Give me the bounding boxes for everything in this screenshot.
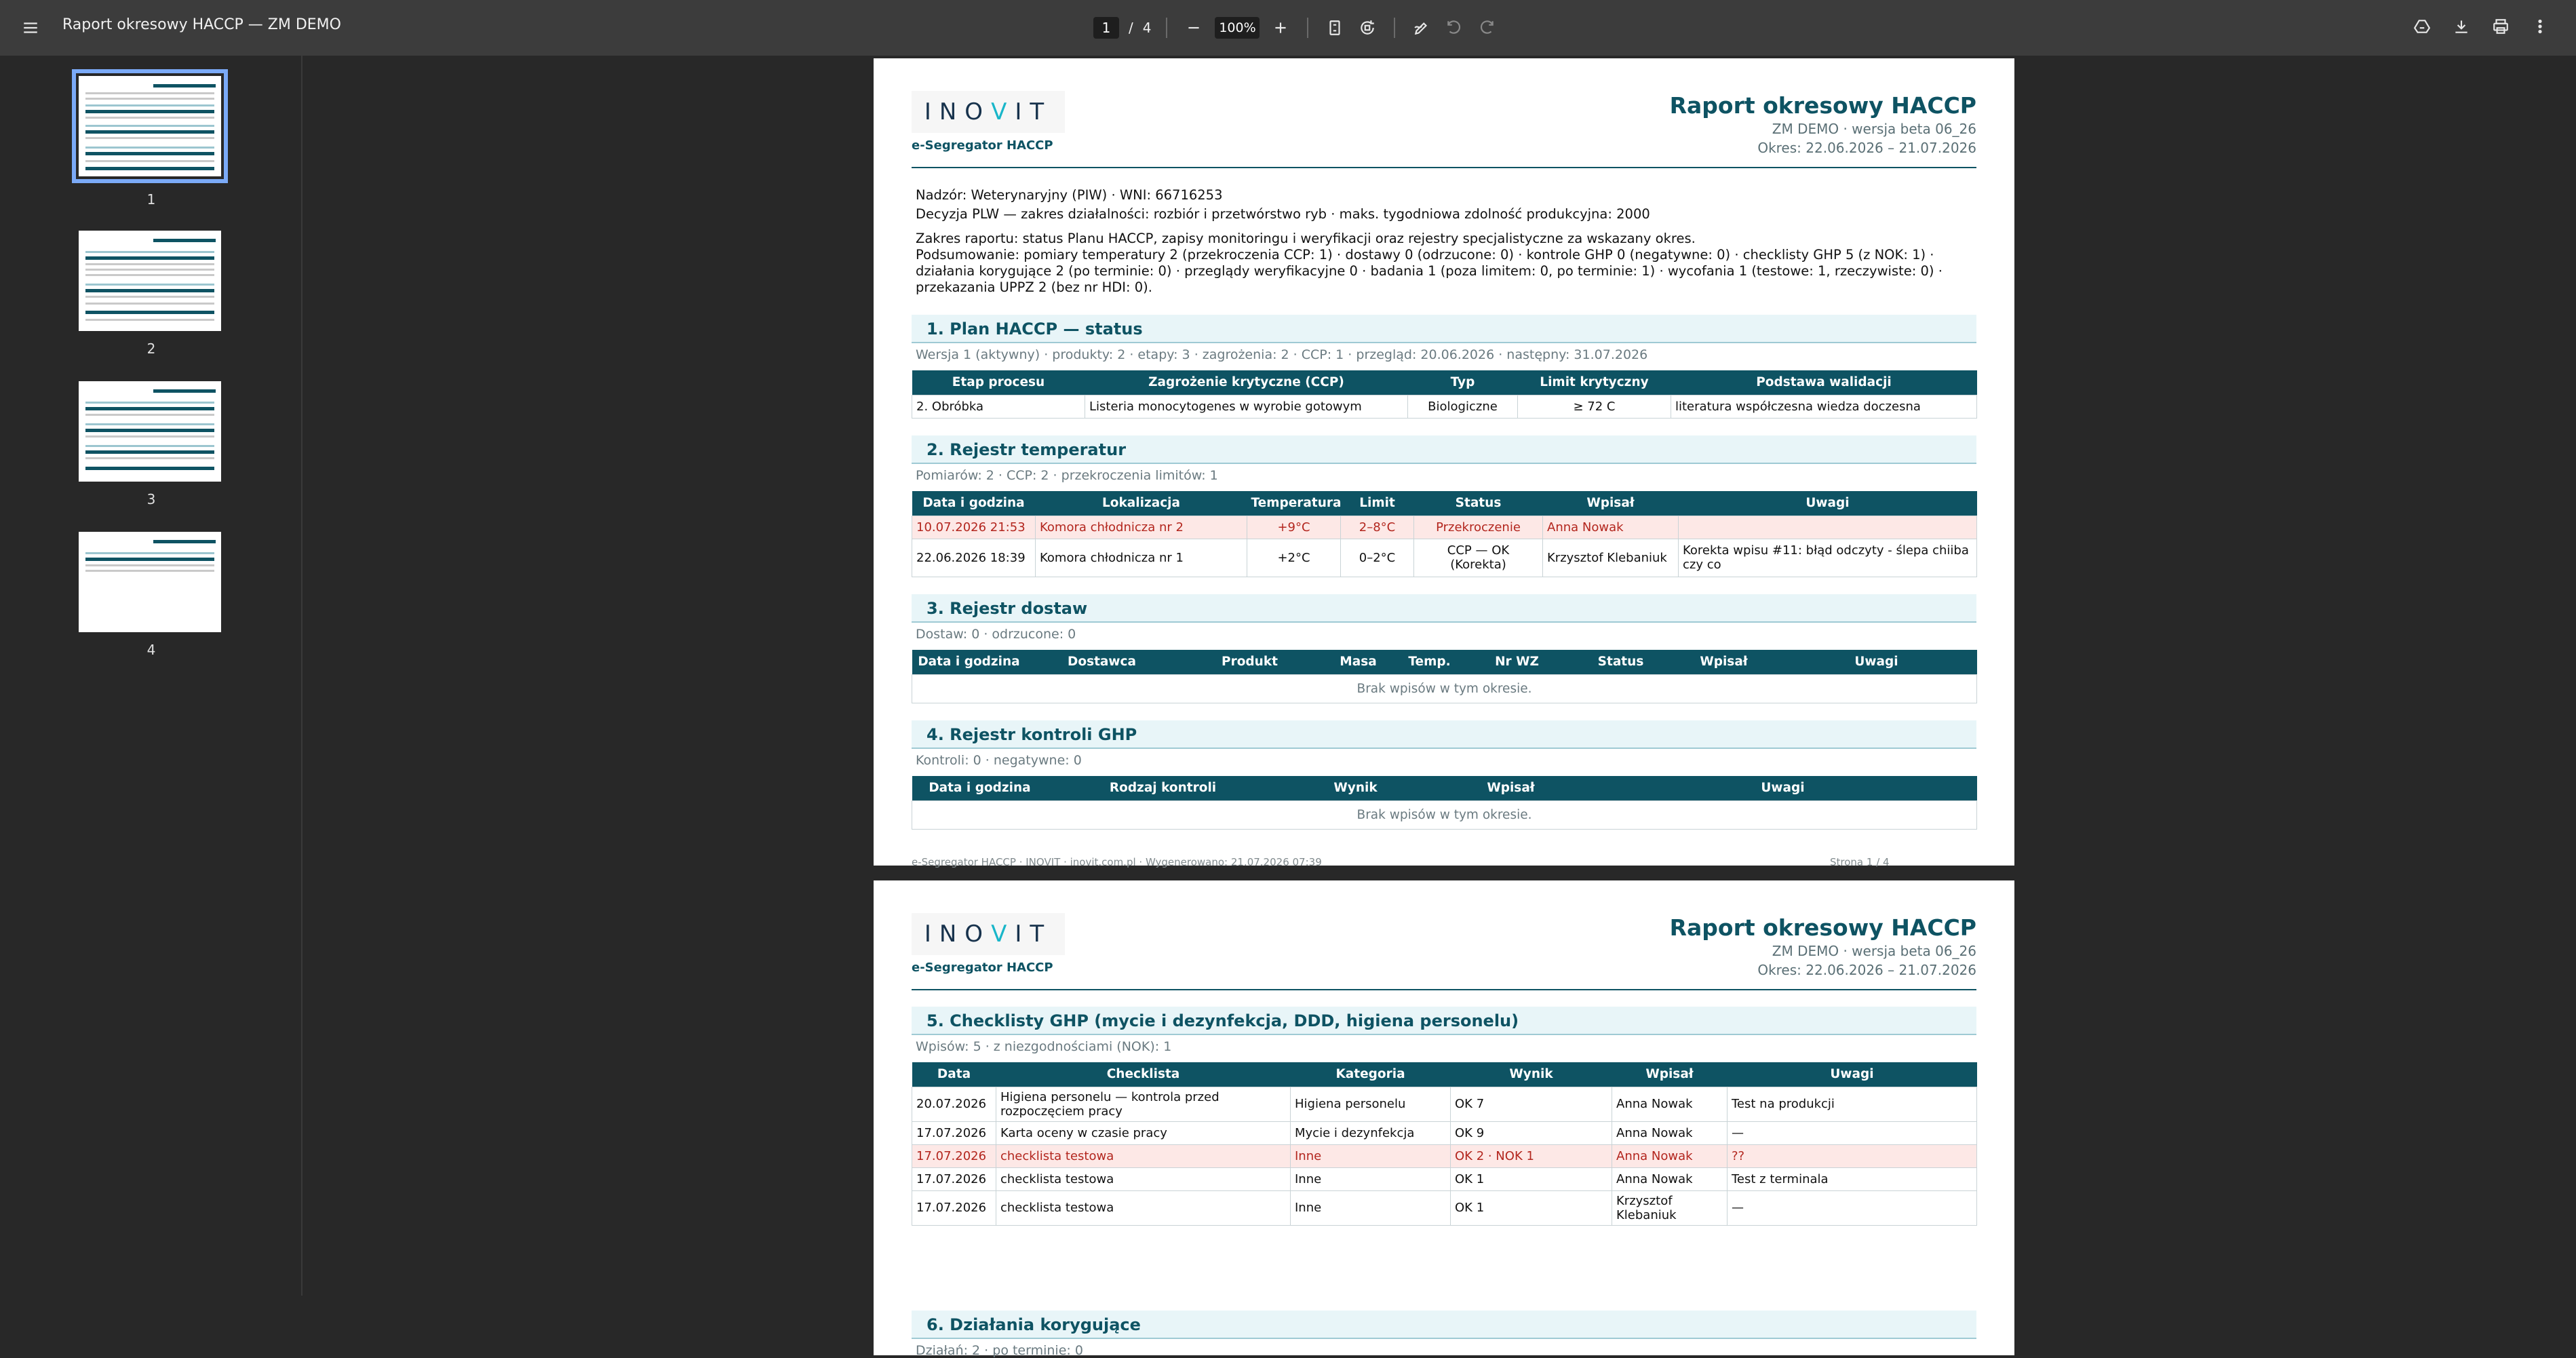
- section-subtitle: Dostaw: 0 · odrzucone: 0: [916, 627, 1076, 642]
- section-header: 3. Rejestr dostaw: [912, 594, 1976, 623]
- section-header: 1. Plan HACCP — status: [912, 315, 1976, 343]
- column-header: Checklista: [996, 1062, 1291, 1087]
- toolbar-controls: [1093, 12, 1498, 43]
- column-header: Uwagi: [1728, 1062, 1977, 1087]
- table-row: 20.07.2026 Higiena personelu — kontrola przed rozpoczęciem pracy Higiena personelu OK 7 Anna Nowak Test na produkcji: [912, 1087, 1977, 1121]
- toolbar-actions: [2411, 15, 2552, 38]
- report-scope: Zakres raportu: status Planu HACCP, zapisy monitoringu i weryfikacji oraz rejestry specjalistyczne za wskazany okres.: [916, 231, 1696, 246]
- section-subtitle: Pomiarów: 2 · CCP: 2 · przekroczenia limitów: 1: [916, 468, 1218, 483]
- redo-icon[interactable]: [1475, 16, 1498, 39]
- section-subtitle: Kontroli: 0 · negatywne: 0: [916, 753, 1082, 768]
- zoom-in-button[interactable]: [1269, 16, 1292, 39]
- column-header: Wpisał: [1612, 1062, 1728, 1087]
- column-header: Uwagi: [1679, 491, 1977, 516]
- page-thumbnail-3[interactable]: [79, 381, 221, 482]
- column-header: Nr WZ: [1464, 650, 1570, 674]
- page-thumbnail-2[interactable]: [79, 231, 221, 331]
- section-header: 4. Rejestr kontroli GHP: [912, 720, 1976, 749]
- section-header: 5. Checklisty GHP (mycie i dezynfekcja, DDD, higiena personelu): [912, 1007, 1976, 1035]
- header-divider: [912, 989, 1976, 990]
- section-subtitle: Wpisów: 5 · z niezgodnościami (NOK): 1: [916, 1039, 1172, 1054]
- column-header: Temperatura: [1247, 491, 1341, 516]
- total-pages: 4: [1142, 20, 1152, 36]
- print-icon[interactable]: [2489, 15, 2512, 38]
- page-thumbnail-1[interactable]: [79, 76, 221, 176]
- column-header: Limit krytyczny: [1518, 370, 1671, 395]
- temperature-table: [912, 491, 1977, 577]
- ghp-checklist-table: [912, 1062, 1977, 1226]
- pdf-page-1: [874, 58, 2014, 866]
- section-subtitle: Wersja 1 (aktywny) · produkty: 2 · etapy: 3 · zagrożenia: 2 · CCP: 1 · przegląd: 20.06.2026 · następny: 31.07.2026: [916, 347, 1648, 362]
- header-divider: [912, 167, 1976, 168]
- column-header: Dostawca: [1026, 650, 1178, 674]
- zoom-level-input[interactable]: 100%: [1215, 17, 1260, 39]
- thumbnail-number: 3: [147, 491, 156, 507]
- fit-page-icon[interactable]: [1323, 16, 1346, 39]
- report-company: ZM DEMO · wersja beta 06_26: [1772, 943, 1976, 959]
- column-header: Masa: [1322, 650, 1395, 674]
- menu-icon[interactable]: [18, 15, 43, 41]
- section-header: 6. Działania korygujące: [912, 1311, 1976, 1339]
- brand-subtitle: e-Segregator HACCP: [912, 961, 1053, 975]
- column-header: Data i godzina: [912, 776, 1048, 800]
- column-header: Wpisał: [1543, 491, 1679, 516]
- column-header: Data i godzina: [912, 491, 1036, 516]
- report-period: Okres: 22.06.2026 – 21.07.2026: [1757, 140, 1976, 156]
- page-thumbnail-4[interactable]: [79, 532, 221, 632]
- thumbnail-number: 2: [147, 341, 156, 357]
- report-period: Okres: 22.06.2026 – 21.07.2026: [1757, 962, 1976, 978]
- document-viewer[interactable]: [304, 56, 2576, 1358]
- column-header: Data: [912, 1062, 996, 1087]
- thumbnail-number: 1: [147, 191, 156, 208]
- download-icon[interactable]: [2450, 15, 2473, 38]
- column-header: Wpisał: [1433, 776, 1589, 800]
- column-header: Wynik: [1451, 1062, 1612, 1087]
- column-header: Temp.: [1395, 650, 1464, 674]
- column-header: Lokalizacja: [1036, 491, 1247, 516]
- column-header: Etap procesu: [912, 370, 1085, 395]
- document-title: Raport okresowy HACCP — ZM DEMO: [62, 16, 341, 33]
- page-number-input[interactable]: 1: [1093, 17, 1119, 39]
- table-row-exceeded: 10.07.2026 21:53 Komora chłodnicza nr 2 +9°C 2–8°C Przekroczenie Anna Nowak: [912, 516, 1977, 539]
- drive-save-icon[interactable]: [2411, 15, 2434, 38]
- table-row: 17.07.2026 checklista testowa Inne OK 1 Anna Nowak Test z terminala: [912, 1167, 1977, 1190]
- toolbar-divider: [1166, 18, 1167, 38]
- thumbnail-number: 4: [147, 642, 156, 658]
- column-header: Kategoria: [1291, 1062, 1451, 1087]
- column-header: Uwagi: [1589, 776, 1977, 800]
- column-header: Limit: [1341, 491, 1414, 516]
- table-row: 2. Obróbka Listeria monocytogenes w wyrobie gotowym Biologiczne ≥ 72 C literatura współczesna wiedza doczesna: [912, 395, 1977, 418]
- more-options-icon[interactable]: [2529, 15, 2552, 38]
- column-header: Podstawa walidacji: [1671, 370, 1977, 395]
- thumbnail-sidebar: [0, 56, 303, 1296]
- deliveries-table: [912, 650, 1977, 703]
- report-summary: Podsumowanie: pomiary temperatury 2 (przekroczenia CCP: 1) · dostawy 0 (odrzucone: 0) · kontrole GHP 0 (negatywne: 0) · checklisty GHP 5 (z NOK: 1) · działania korygujące 2 (po terminie: 0) · przeglądy weryfikacyjne 0 · badania 1 (poza limitem: 0, po terminie: 1) · wycofania 1 (testowe: 1, rzeczywiste: 0) · przekazania UPPZ 2 (bez nr HDI: 0).: [916, 247, 1943, 295]
- column-header: Zagrożenie krytyczne (CCP): [1085, 370, 1408, 395]
- table-row-nok: 17.07.2026 checklista testowa Inne OK 2 · NOK 1 Anna Nowak ??: [912, 1144, 1977, 1167]
- report-title: Raport okresowy HACCP: [1669, 92, 1976, 119]
- page-footer-number: Strona 1 / 4: [1830, 856, 1890, 868]
- supervision-info: Nadzór: Weterynaryjny (PIW) · WNI: 66716253: [916, 187, 1223, 203]
- toolbar-divider: [1394, 18, 1395, 38]
- column-header: Wynik: [1279, 776, 1433, 800]
- decision-info: Decyzja PLW — zakres działalności: rozbiór i przetwórstwo ryb · maks. tygodniowa zdolność produkcyjna: 2000: [916, 206, 1650, 222]
- page-separator: /: [1129, 20, 1133, 36]
- zoom-out-button[interactable]: [1182, 16, 1205, 39]
- undo-icon[interactable]: [1443, 16, 1466, 39]
- column-header: Rodzaj kontroli: [1048, 776, 1279, 800]
- rotate-icon[interactable]: [1356, 16, 1379, 39]
- section-subtitle: Działań: 2 · po terminie: 0: [916, 1343, 1083, 1358]
- viewer-toolbar: [0, 0, 2576, 56]
- report-title: Raport okresowy HACCP: [1669, 914, 1976, 941]
- column-header: Data i godzina: [912, 650, 1026, 674]
- column-header: Uwagi: [1776, 650, 1977, 674]
- inovit-logo: INO V IT: [912, 91, 1065, 133]
- section-header: 2. Rejestr temperatur: [912, 435, 1976, 464]
- brand-subtitle: e-Segregator HACCP: [912, 138, 1053, 153]
- column-header: Produkt: [1178, 650, 1322, 674]
- page-footer: e-Segregator HACCP · INOVIT · inovit.com.pl · Wygenerowano: 21.07.2026 07:39: [912, 856, 1322, 868]
- empty-message: Brak wpisów w tym okresie.: [912, 800, 1977, 829]
- annotate-pen-icon[interactable]: [1410, 16, 1433, 39]
- inovit-logo: INO V IT: [912, 913, 1065, 955]
- haccp-plan-table: [912, 370, 1977, 419]
- ghp-control-table: [912, 776, 1977, 830]
- table-row: 22.06.2026 18:39 Komora chłodnicza nr 1 +2°C 0–2°C CCP — OK (Korekta) Krzysztof Klebaniuk Korekta wpisu #11: błąd odczyty - ślepa chiiba czy co: [912, 539, 1977, 577]
- column-header: Status: [1570, 650, 1672, 674]
- column-header: Status: [1414, 491, 1543, 516]
- toolbar-divider: [1307, 18, 1308, 38]
- table-row: 17.07.2026 checklista testowa Inne OK 1 Krzysztof Klebaniuk —: [912, 1190, 1977, 1225]
- empty-message: Brak wpisów w tym okresie.: [912, 674, 1977, 703]
- report-company: ZM DEMO · wersja beta 06_26: [1772, 121, 1976, 137]
- column-header: Wpisał: [1672, 650, 1776, 674]
- column-header: Typ: [1408, 370, 1518, 395]
- pdf-page-2: [874, 880, 2014, 1358]
- table-row: 17.07.2026 Karta oceny w czasie pracy Mycie i dezynfekcja OK 9 Anna Nowak —: [912, 1121, 1977, 1144]
